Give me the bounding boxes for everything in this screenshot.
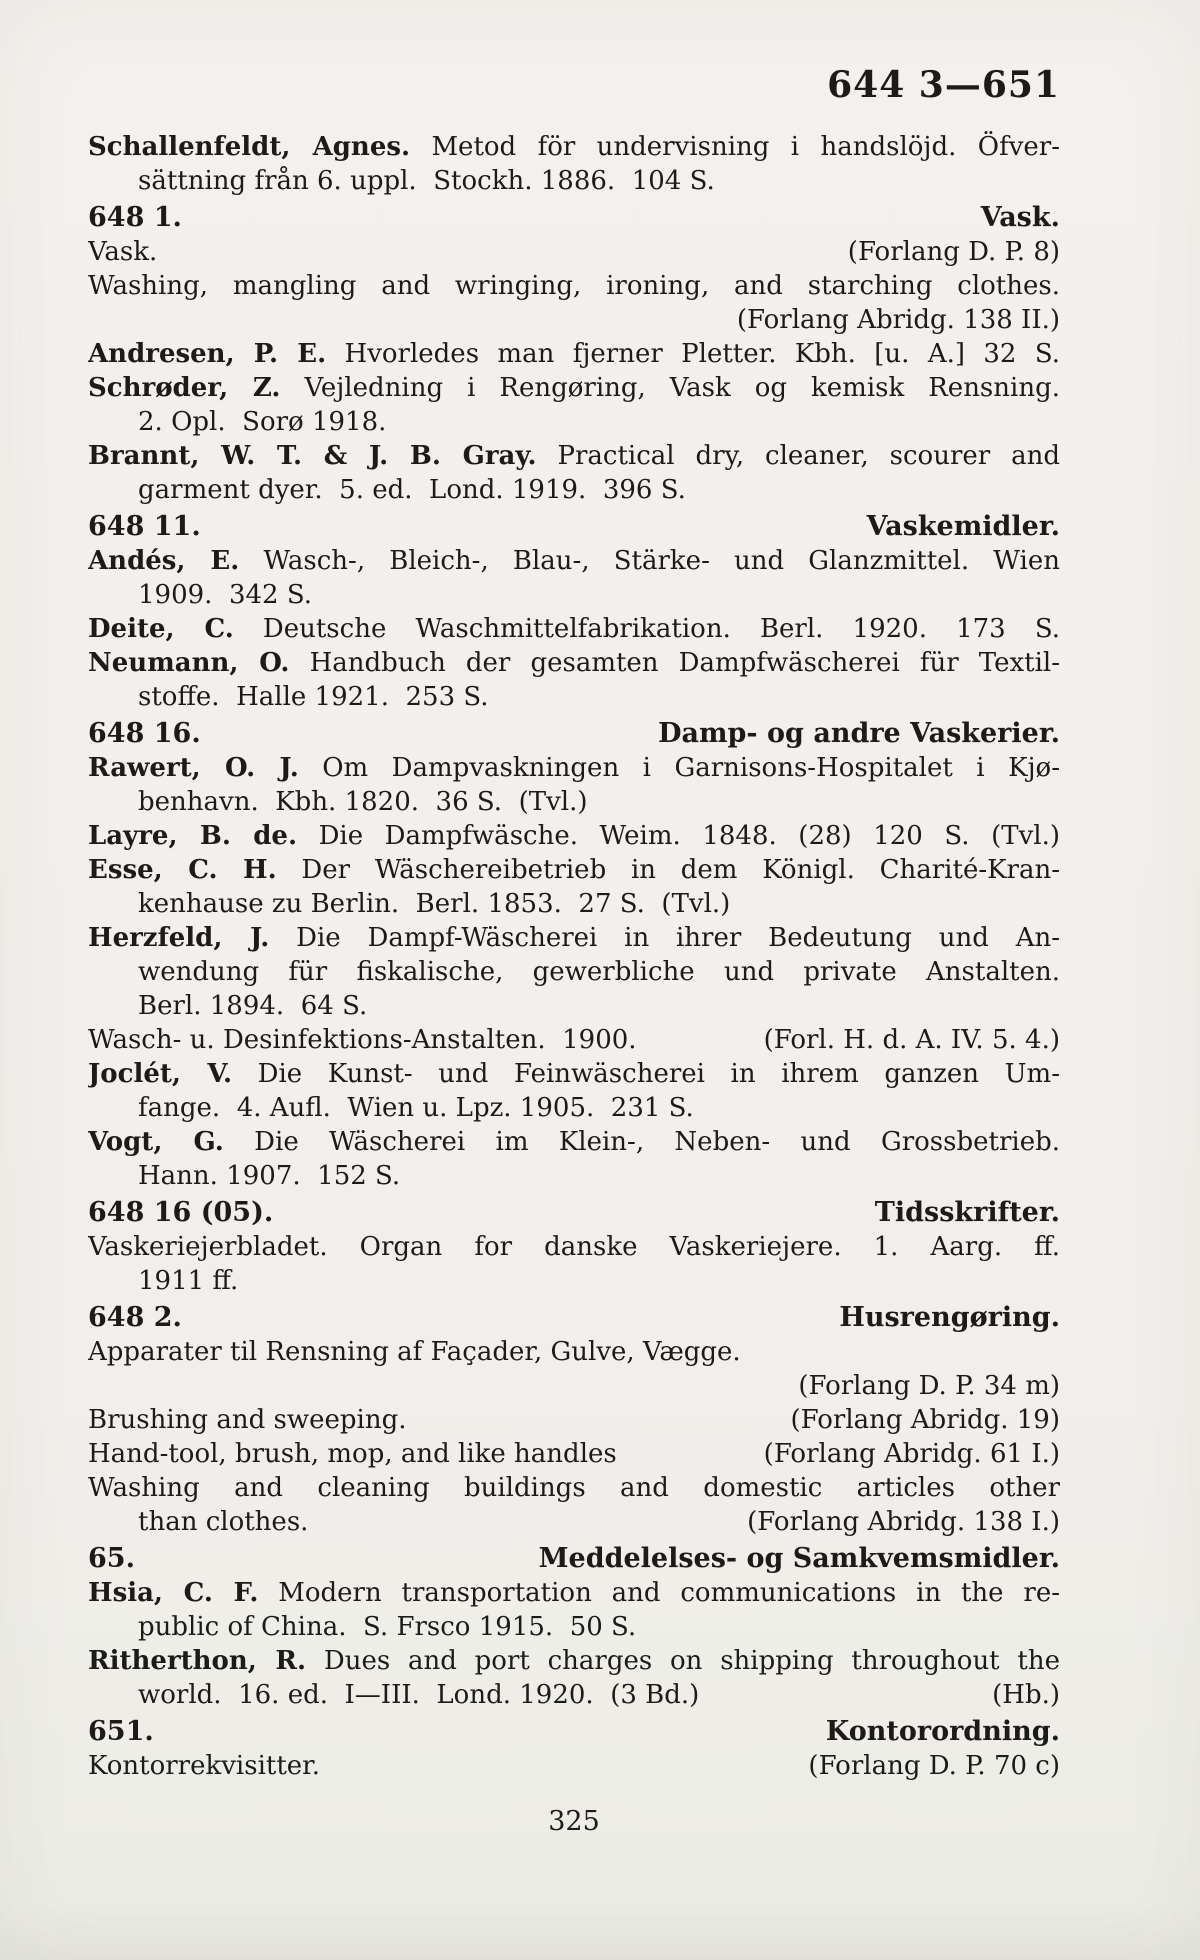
line-left-part [138, 1505, 308, 1539]
line-left-part [88, 1196, 273, 1230]
entry-author-or-heading: 651. [88, 1716, 154, 1747]
entry-text: 1911 ff. [138, 1266, 239, 1296]
entry-text: than clothes. [138, 1507, 309, 1537]
line-right-part [747, 1505, 1060, 1539]
entry-author-or-heading: Rawert, O. J. [88, 753, 299, 783]
text-line [88, 785, 1060, 819]
text-line [88, 1230, 1060, 1264]
text-line [88, 680, 1060, 714]
text-line [88, 612, 1060, 646]
section-heading-line [88, 1542, 1060, 1576]
text-line [88, 1023, 1060, 1057]
entry-author-or-heading: Damp- og andre Vaskerier. [658, 718, 1060, 749]
line-left-part [88, 1301, 182, 1335]
entry-text: Berl. 1894. 64 S. [138, 991, 368, 1021]
line-left-part [88, 1542, 135, 1576]
entry-text: Modern transportation and communications in the re- [258, 1578, 1060, 1608]
entry-text: (Hb.) [992, 1680, 1060, 1710]
text-line [88, 439, 1060, 473]
entry-author-or-heading: Schrøder, Z. [88, 373, 281, 403]
line-left-part [88, 1749, 320, 1783]
entry-text: (Forlang Abridg. 138 II.) [736, 305, 1060, 335]
entry-text: Die Dampfwäsche. Weim. 1848. (28) 120 S. (Tvl.) [297, 821, 1060, 851]
entry-text: Vaskeriejerbladet. Organ for danske Vaskeriejere. 1. Aarg. ff. [88, 1232, 1060, 1262]
text-line [88, 235, 1060, 269]
entry-author-or-heading: Herzfeld, J. [88, 923, 270, 953]
text-line [88, 646, 1060, 680]
entry-text: (Forlang Abridg. 19) [790, 1405, 1060, 1435]
line-right-part [992, 1678, 1060, 1712]
line-left-part [88, 717, 201, 751]
entry-text: Practical dry, cleaner, scourer and [536, 441, 1060, 471]
text-line [88, 269, 1060, 303]
line-left-part [88, 510, 201, 544]
line-right-part [875, 1196, 1060, 1230]
line-right-part [790, 1403, 1060, 1437]
entry-author-or-heading: Schallenfeldt, Agnes. [88, 132, 411, 162]
entry-author-or-heading: 648 2. [88, 1302, 182, 1333]
text-line [88, 819, 1060, 853]
entry-author-or-heading: Brannt, W. T. & J. B. Gray. [88, 441, 537, 471]
entry-text: 2. Opl. Sorø 1918. [138, 407, 387, 437]
text-line [88, 303, 1060, 337]
text-line [88, 473, 1060, 507]
text-line [88, 1505, 1060, 1539]
entry-text: Hand-tool, brush, mop, and like handles [88, 1439, 617, 1469]
text-line [88, 578, 1060, 612]
line-right-part [867, 510, 1060, 544]
entry-text: (Forlang D. P. 34 m) [798, 1371, 1060, 1401]
line-right-part [826, 1715, 1060, 1749]
text-line [88, 1644, 1060, 1678]
entry-text: public of China. S. Frsco 1915. 50 S. [138, 1612, 637, 1642]
running-head-classification-range: 644 3—651 [827, 64, 1060, 106]
entry-author-or-heading: Husrengøring. [839, 1302, 1060, 1333]
entry-text: Wasch- u. Desinfektions-Anstalten. 1900. [88, 1025, 637, 1055]
entry-text: (Forlang Abridg. 138 I.) [747, 1507, 1060, 1537]
entry-text: Die Dampf-Wäscherei in ihrer Bedeutung und An- [269, 923, 1060, 953]
entry-text: world. 16. ed. I—III. Lond. 1920. (3 Bd.) [138, 1680, 700, 1710]
entry-text: (Forlang D. P. 8) [847, 237, 1060, 267]
entry-author-or-heading: 648 16 (05). [88, 1197, 274, 1228]
text-line [88, 1125, 1060, 1159]
entry-author-or-heading: Vask. [980, 202, 1060, 233]
line-right-part [839, 1301, 1060, 1335]
line-right-part [981, 201, 1060, 235]
entry-text: garment dyer. 5. ed. Lond. 1919. 396 S. [138, 475, 686, 505]
text-line [88, 544, 1060, 578]
line-left-part [88, 1437, 617, 1471]
line-right-part [808, 1749, 1060, 1783]
entry-author-or-heading: 648 1. [88, 202, 182, 233]
entry-text: (Forlang Abridg. 61 I.) [763, 1439, 1060, 1469]
text-column [88, 130, 1060, 1783]
text-line [88, 337, 1060, 371]
text-line [88, 921, 1060, 955]
line-left-part [88, 235, 157, 269]
line-left-part [88, 1715, 154, 1749]
entry-author-or-heading: 65. [88, 1543, 135, 1574]
entry-text: benhavn. Kbh. 1820. 36 S. (Tvl.) [138, 787, 588, 817]
line-left-part [138, 1678, 699, 1712]
line-left-part [88, 1403, 406, 1437]
entry-text: Washing and cleaning buildings and domestic articles other [88, 1473, 1060, 1503]
entry-author-or-heading: Esse, C. H. [88, 855, 277, 885]
entry-text: Hvorledes man fjerner Pletter. Kbh. [u. A.] 32 S. [326, 339, 1060, 369]
line-left-part [88, 201, 182, 235]
line-right-part [539, 1542, 1060, 1576]
entry-text: Dues and port charges on shipping throughout the [306, 1646, 1060, 1676]
text-line [88, 1264, 1060, 1298]
entry-text: Die Kunst- und Feinwäscherei in ihrem ganzen Um- [232, 1059, 1060, 1089]
text-line [88, 955, 1060, 989]
section-heading-line [88, 1196, 1060, 1230]
entry-author-or-heading: Vaskemidler. [866, 511, 1060, 542]
entry-text: 1909. 342 S. [138, 580, 313, 610]
text-line [88, 1335, 1060, 1369]
entry-author-or-heading: Layre, B. de. [88, 821, 298, 851]
entry-text: Wasch-, Bleich-, Blau-, Stärke- und Glanzmittel. Wien [239, 546, 1060, 576]
line-right-part [764, 1437, 1060, 1471]
text-line [88, 371, 1060, 405]
entry-text: Kontorrekvisitter. [88, 1751, 321, 1781]
entry-text: Der Wäschereibetrieb in dem Königl. Charité-Kran- [276, 855, 1060, 885]
entry-author-or-heading: Kontorordning. [825, 1716, 1060, 1747]
text-line [88, 1749, 1060, 1783]
entry-text: Apparater til Rensning af Façader, Gulve, Vægge. [88, 1337, 741, 1367]
entry-text: wendung für fiskalische, gewerbliche und private Anstalten. [138, 957, 1060, 987]
entry-text: fange. 4. Aufl. Wien u. Lpz. 1905. 231 S. [138, 1093, 694, 1123]
entry-text: sättning från 6. uppl. Stockh. 1886. 104 S. [138, 166, 715, 196]
text-line [88, 1403, 1060, 1437]
text-line [88, 164, 1060, 198]
entry-text: Deutsche Waschmittelfabrikation. Berl. 1920. 173 S. [233, 614, 1060, 644]
section-heading-line [88, 1301, 1060, 1335]
entry-text: Hann. 1907. 152 S. [138, 1161, 401, 1191]
text-line [88, 405, 1060, 439]
text-line [88, 887, 1060, 921]
text-line [88, 853, 1060, 887]
entry-text: Washing, mangling and wringing, ironing, and starching clothes. [88, 271, 1060, 301]
entry-author-or-heading: Meddelelses- og Samkvemsmidler. [538, 1543, 1060, 1574]
text-line [88, 1576, 1060, 1610]
entry-text: stoffe. Halle 1921. 253 S. [138, 682, 489, 712]
line-right-part [848, 235, 1060, 269]
entry-author-or-heading: Tidsskrifter. [874, 1197, 1060, 1228]
text-line [88, 1471, 1060, 1505]
text-line [88, 1057, 1060, 1091]
section-heading-line [88, 201, 1060, 235]
entry-text: (Forlang D. P. 70 c) [808, 1751, 1060, 1781]
text-line [88, 1369, 1060, 1403]
entry-text: Metod för undervisning i handslöjd. Öfver- [410, 132, 1060, 162]
line-right-part [658, 717, 1060, 751]
entry-text: Die Wäscherei im Klein-, Neben- und Grossbetrieb. [223, 1127, 1060, 1157]
section-heading-line [88, 510, 1060, 544]
entry-author-or-heading: Deite, C. [88, 614, 234, 644]
text-line [88, 989, 1060, 1023]
text-line [88, 1437, 1060, 1471]
text-line [88, 1610, 1060, 1644]
entry-author-or-heading: Ritherthon, R. [88, 1646, 307, 1676]
section-heading-line [88, 1715, 1060, 1749]
section-heading-line [88, 717, 1060, 751]
text-line [88, 1678, 1060, 1712]
entry-text: Vejledning i Rengøring, Vask og kemisk Rensning. [280, 373, 1060, 403]
entry-author-or-heading: 648 11. [88, 511, 201, 542]
entry-text: Om Dampvaskningen i Garnisons-Hospitalet i Kjø- [298, 753, 1060, 783]
entry-author-or-heading: Joclét, V. [88, 1059, 233, 1089]
entry-author-or-heading: 648 16. [88, 718, 201, 749]
entry-author-or-heading: Vogt, G. [88, 1127, 224, 1157]
entry-text: Brushing and sweeping. [88, 1405, 407, 1435]
entry-text: kenhause zu Berlin. Berl. 1853. 27 S. (Tvl.) [138, 889, 731, 919]
line-left-part [88, 1023, 637, 1057]
text-line [88, 130, 1060, 164]
text-line [88, 1091, 1060, 1125]
entry-author-or-heading: Andresen, P. E. [88, 339, 327, 369]
entry-text: (Forl. H. d. A. IV. 5. 4.) [763, 1025, 1060, 1055]
entry-author-or-heading: Andés, E. [88, 546, 240, 576]
entry-text: Handbuch der gesamten Dampfwäscherei für Textil- [289, 648, 1060, 678]
line-right-part [764, 1023, 1060, 1057]
text-line [88, 751, 1060, 785]
entry-author-or-heading: Neumann, O. [88, 648, 290, 678]
entry-text: Vask. [88, 237, 158, 267]
text-line [88, 1159, 1060, 1193]
entry-author-or-heading: Hsia, C. F. [88, 1578, 259, 1608]
page-number: 325 [548, 1806, 600, 1837]
